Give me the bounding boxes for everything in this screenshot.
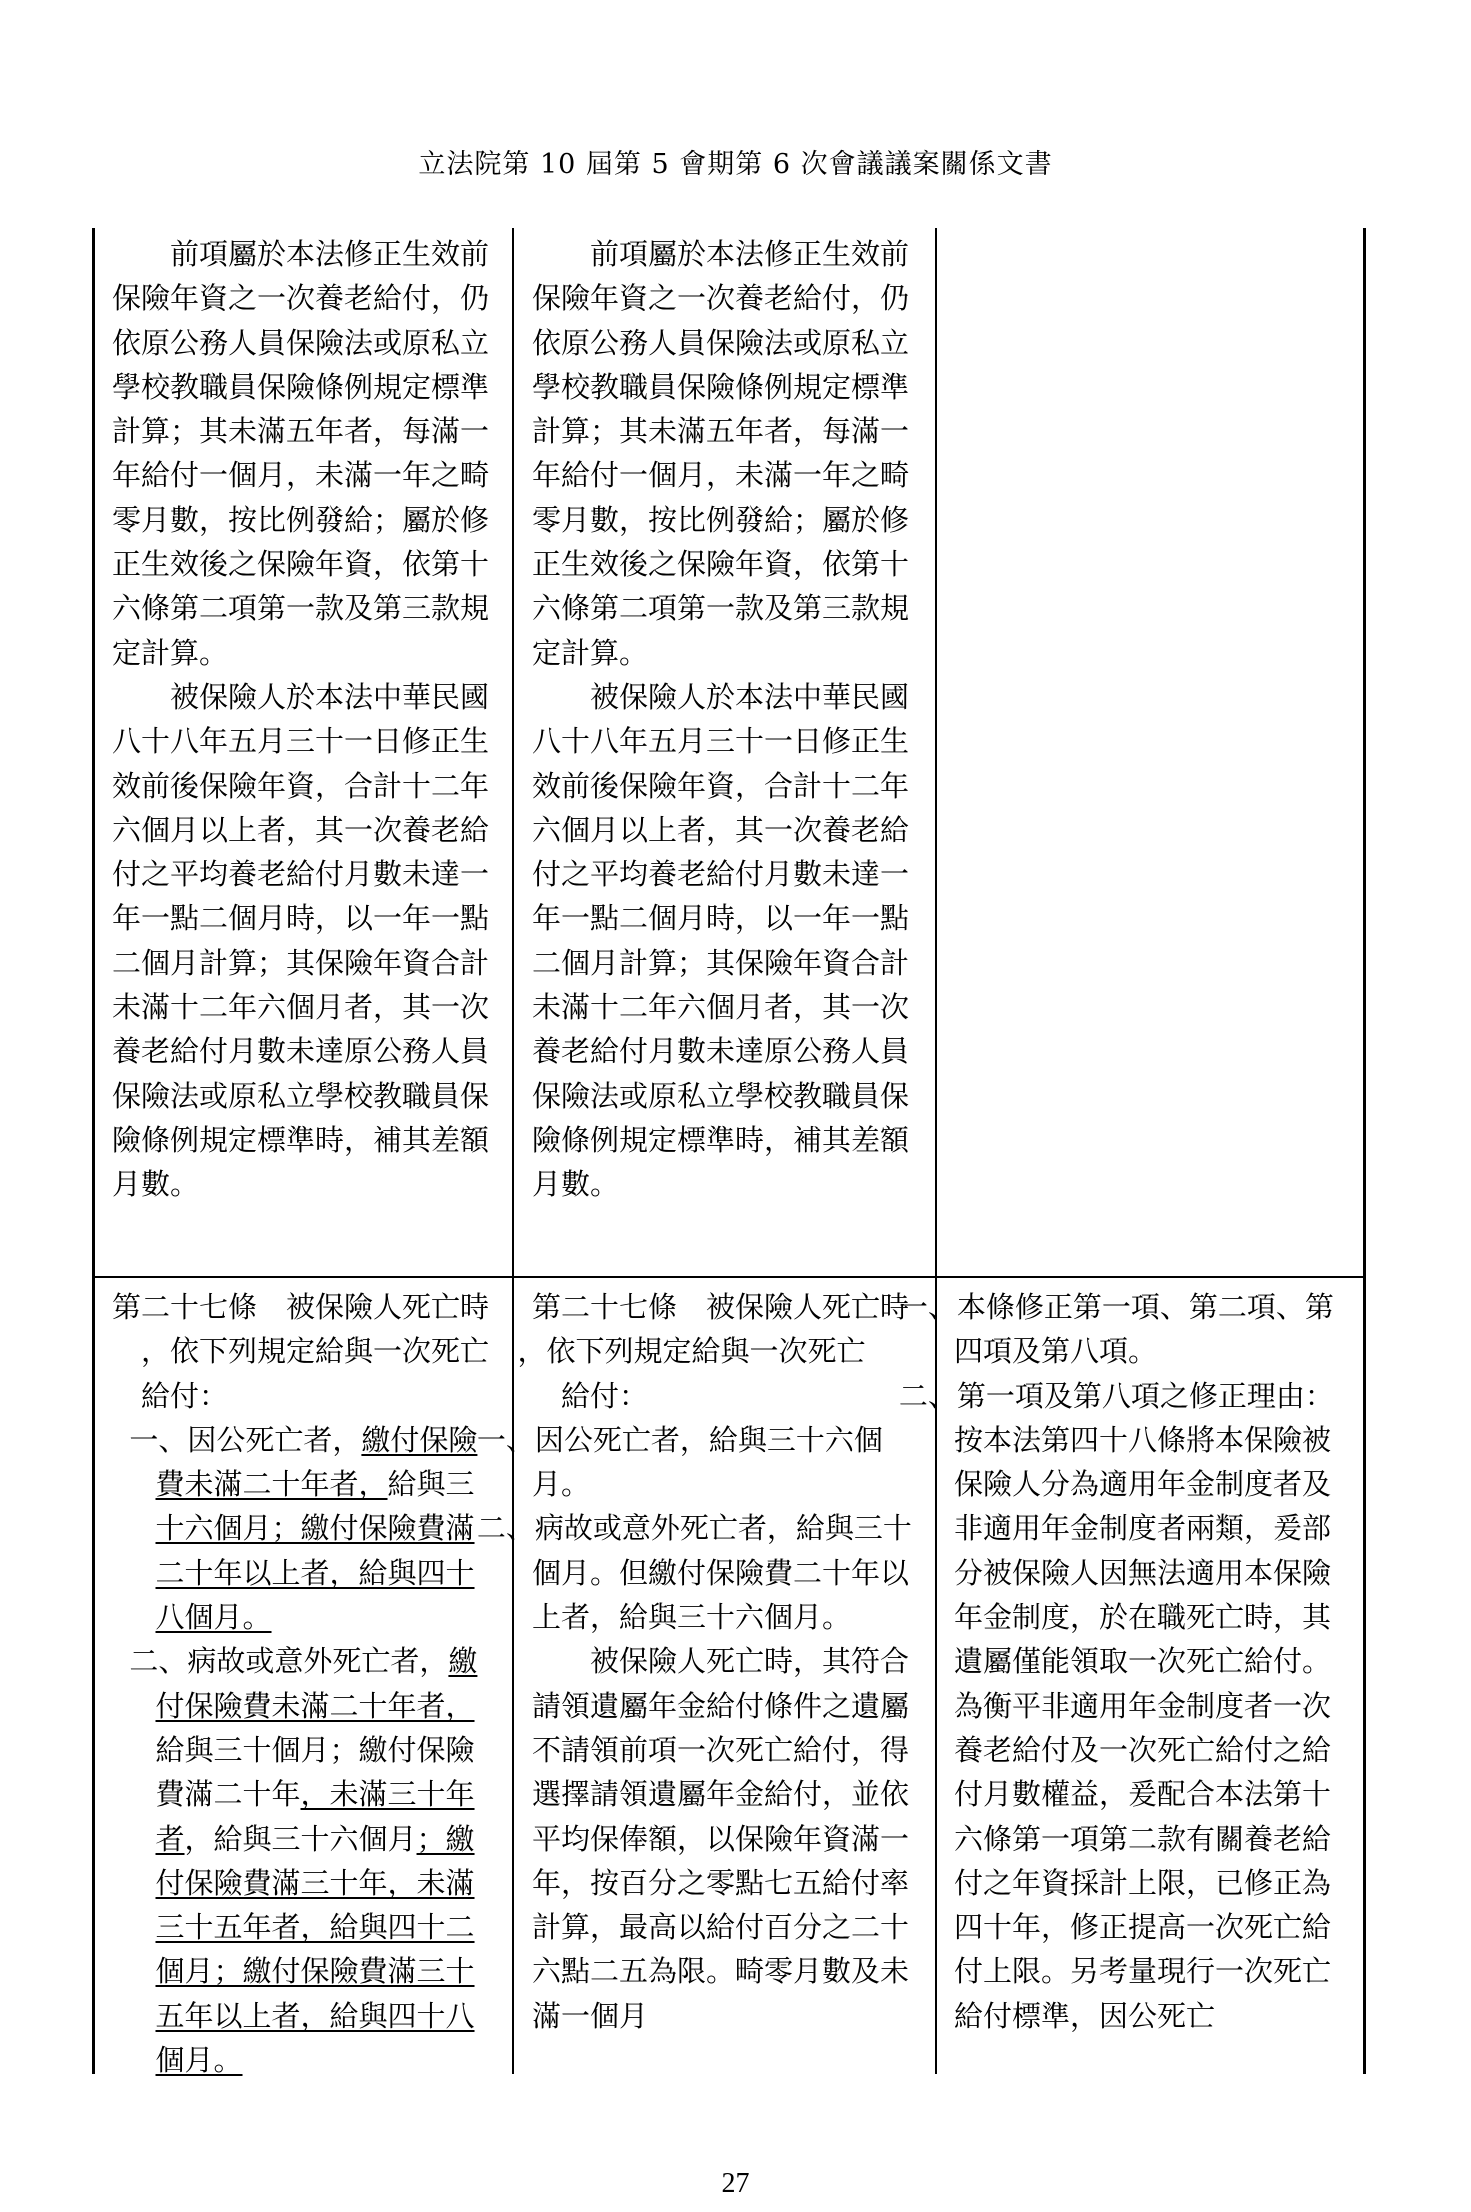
- row1-col1-paragraph1: 前項屬於本法修正生效前保險年資之一次養老給付，仍依原公務人員保險法或原私立學校教職員保險條例規定標準計算；其未滿五年者，每滿一年給付一個月，未滿一年之畸零月數，按比例發給；屬於修正生效後之保險年資，依第十六條第二項第一款及第三款規定計算。: [112, 237, 490, 670]
- amended-item1-line-3: [112, 1506, 502, 1550]
- amended-item2-line-10: [112, 2038, 502, 2082]
- text-segment: 費滿二十年: [155, 1777, 301, 1812]
- row2-column2: [476, 1285, 922, 2038]
- amended-text: ；繳: [416, 1821, 475, 1856]
- amended-text: 二十年以上者，給與四十: [155, 1555, 475, 1590]
- text-segment: 二、病故或意外死亡者，: [129, 1644, 449, 1679]
- article-27-heading: 第二十七條 被保險人死亡時: [112, 1290, 490, 1324]
- row1-column2: [532, 232, 918, 1207]
- amended-item2-line-1: [112, 1639, 502, 1683]
- amended-item1-line-1: [112, 1418, 502, 1462]
- row1-col2-paragraph2: 被保險人於本法中華民國八十八年五月三十一日修正生效前後保險年資，合計十二年六個月以上者，其一次養老給付之平均養老給付月數未達一年一點二個月時，以一年一點二個月計算；其保險年資合計未滿十二年六個月者，其一次養老給付月數未達原公務人員保險法或原私立學校教職員保險條例規定標準時，補其差額月數。: [532, 679, 910, 1202]
- current-item2: 二、病故或意外死亡者，給與三十個月。但繳付保險費二十年以上者，給與三十六個月。: [476, 1511, 912, 1635]
- amended-text: 者: [155, 1821, 185, 1856]
- amended-item1-line-4: [112, 1551, 502, 1595]
- text-segment: 給與三十個月；繳付保險: [155, 1732, 475, 1767]
- amended-text: 八個月。: [155, 1600, 272, 1635]
- row1-col2-paragraph1: 前項屬於本法修正生效前保險年資之一次養老給付，仍依原公務人員保險法或原私立學校教職員保險條例規定標準計算；其未滿五年者，每滿一年給付一個月，未滿一年之畸零月數，按比例發給；屬於修正生效後之保險年資，依第十六條第二項第一款及第三款規定計算。: [532, 237, 910, 670]
- text-segment: 一、因公死亡者，: [129, 1422, 362, 1457]
- amended-text: 繳: [448, 1644, 478, 1679]
- amended-item2-line-8: [112, 1949, 502, 1993]
- row1-col1-paragraph2: 被保險人於本法中華民國八十八年五月三十一日修正生效前後保險年資，合計十二年六個月以上者，其一次養老給付之平均養老給付月數未達一年一點二個月時，以一年一點二個月計算；其保險年資合計未滿十二年六個月者，其一次養老給付月數未達原公務人員保險法或原私立學校教職員保險條例規定標準時，補其差額月數。: [112, 679, 490, 1202]
- amended-item2-line-7: [112, 1905, 502, 1949]
- amended-item2-line-5: [112, 1817, 502, 1861]
- table-right-border: [1363, 228, 1366, 2074]
- amended-item2-line-9: [112, 1994, 502, 2038]
- amended-text: ，未滿三十年: [300, 1777, 475, 1812]
- text-segment: ，給與三十六個月: [184, 1821, 417, 1856]
- row1-column1: [112, 232, 498, 1207]
- amended-text: 個月；繳付保險費滿三十: [155, 1954, 475, 1989]
- amended-text: 付保險費未滿二十年者，: [155, 1688, 475, 1723]
- page-number: 27: [721, 2168, 750, 2199]
- amended-item2-line-6: [112, 1861, 502, 1905]
- amended-item1-line-5: [112, 1595, 502, 1639]
- amended-text: 繳付保險: [361, 1422, 478, 1457]
- amended-text: 十六個月；繳付保險費滿: [155, 1511, 475, 1546]
- article-27-line2: ，依下列規定給與一次死亡: [141, 1334, 490, 1369]
- current-paragraph: 被保險人死亡時，其符合請領遺屬年金給付條件之遺屬不請領前項一次死亡給付，得選擇請領遺屬年金給付，並依平均保俸額，以保險年資滿一年，按百分之零點七五給付率計算，最高以給付百分之二十六點二五為限。畸零月數及未滿一個月: [532, 1644, 910, 2033]
- table-column-divider-2: [935, 228, 937, 2074]
- amended-item2-line-2: [112, 1684, 502, 1728]
- article-27-line2-current: ，依下列規定給與一次死亡: [517, 1334, 866, 1369]
- amended-item2-line-4: [112, 1772, 502, 1816]
- amended-item2-line-3: [112, 1728, 502, 1772]
- amended-text: 付保險費滿三十年，未滿: [155, 1865, 475, 1900]
- text-segment: 給與三: [387, 1467, 475, 1502]
- table-column-divider-1: [512, 228, 514, 2074]
- amended-items-list: [112, 1418, 502, 2082]
- amended-text: 個月。: [155, 2043, 243, 2078]
- amended-text: 費未滿二十年者，: [155, 1467, 388, 1502]
- article-27-line3-current: 給付：: [561, 1378, 649, 1413]
- current-item1: 一、因公死亡者，給與三十六個月。: [476, 1422, 883, 1502]
- row2-column3-explanation: [898, 1285, 1344, 2038]
- amended-text: 五年以上者，給與四十八: [155, 1998, 475, 2033]
- table-row-divider: [92, 1276, 1366, 1278]
- explanation-item2: 二、第一項及第八項之修正理由：按本法第四十八條將本保險被保險人分為適用年金制度者及非適用年金制度者兩類，爰部分被保險人因無法適用本保險年金制度，於在職死亡時，其遺屬僅能領取一次死亡給付。為衡平非適用年金制度者一次養老給付及一次死亡給付之給付月數權益，爰配合本法第十六條第一項第二款有關養老給付之年資採計上限，已修正為四十年，修正提高一次死亡給付上限。另考量現行一次死亡給付標準，因公死亡: [898, 1378, 1334, 2033]
- row2-column1: [112, 1285, 502, 2082]
- document-header: 立法院第 10 屆第 5 會期第 6 次會議議案關係文書: [418, 149, 1053, 180]
- explanation-item1: 一、本條修正第一項、第二項、第四項及第八項。: [898, 1290, 1334, 1369]
- article-27-line3: 給付：: [141, 1378, 229, 1413]
- article-27-heading-current: 第二十七條 被保險人死亡時: [532, 1290, 910, 1324]
- amended-item1-line-2: [112, 1462, 502, 1506]
- amended-text: 三十五年者，給與四十二: [155, 1910, 475, 1945]
- table-left-border: [92, 228, 95, 2074]
